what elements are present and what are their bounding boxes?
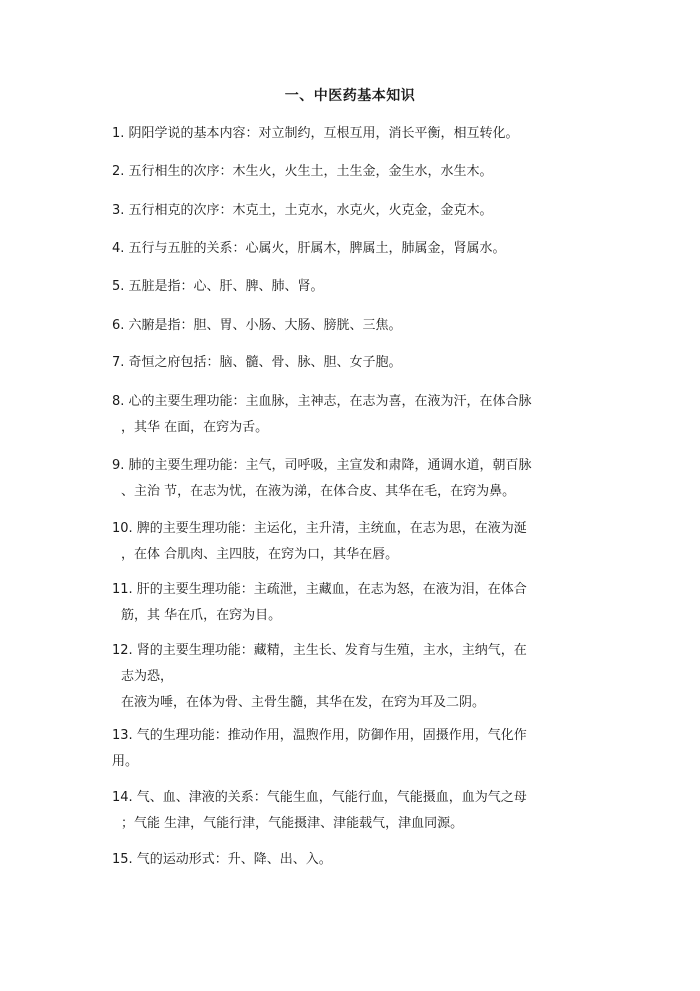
item-line: 14. 气、血、津液的关系：气能生血，气能行血，气能摄血，血为气之母 <box>112 790 527 805</box>
item-line-continued: 、主治 节，在志为忧，在液为涕，在体合皮、其华在毛，在窍为鼻。 <box>121 484 516 499</box>
list-item-11 <box>112 577 582 629</box>
item-line: 5. 五脏是指：心、肝、脾、肺、肾。 <box>112 279 324 294</box>
list-item-3 <box>112 198 582 224</box>
list-item-13 <box>112 723 582 775</box>
list-item-6 <box>112 313 582 339</box>
item-line-continued: ，在体 合肌肉、主四肢，在窍为口，其华在唇。 <box>121 547 399 562</box>
item-line: 9. 肺的主要生理功能：主气，司呼吸，主宣发和肃降，通调水道，朝百脉 <box>112 458 532 473</box>
list-item-9 <box>112 453 582 505</box>
list-item-10 <box>112 516 582 568</box>
list-item-15 <box>112 847 582 873</box>
list-item-8 <box>112 389 582 441</box>
item-line: 6. 六腑是指：胆、胃、小肠、大肠、膀胱、三焦。 <box>112 318 402 333</box>
item-line: 2. 五行相生的次序：木生火，火生土，土生金，金生水，水生木。 <box>112 164 493 179</box>
list-item-1 <box>112 121 582 147</box>
item-line: 4. 五行与五脏的关系：心属火，肝属木，脾属土，肺属金，肾属水。 <box>112 241 506 256</box>
item-line: 15. 气的运动形式：升、降、出、入。 <box>112 852 332 867</box>
list-item-4 <box>112 236 582 262</box>
item-line: 8. 心的主要生理功能：主血脉，主神志，在志为喜，在液为汗，在体合脉 <box>112 394 532 409</box>
item-line: 11. 肝的主要生理功能：主疏泄，主藏血，在志为怒，在液为泪，在体合 <box>112 582 527 597</box>
list-item-5 <box>112 274 582 300</box>
item-line: 1. 阴阳学说的基本内容：对立制约，互根互用，消长平衡，相互转化。 <box>112 126 519 141</box>
list-item-12 <box>112 638 582 716</box>
document-title: 一、中医药基本知识 <box>284 88 416 104</box>
item-line-continued: 用。 <box>112 754 139 769</box>
item-line-continued: 在液为唾，在体为骨、主骨生髓，其华在发，在窍为耳及二阴。 <box>121 695 486 710</box>
item-line-continued: ，其华 在面，在窍为舌。 <box>121 420 269 435</box>
item-line-continued: ；气能 生津，气能行津，气能摄津、津能载气，津血同源。 <box>121 816 464 831</box>
item-line: 10. 脾的主要生理功能：主运化，主升清，主统血，在志为思，在液为涎 <box>112 521 527 536</box>
item-line: 3. 五行相克的次序：木克土，土克水，水克火，火克金，金克木。 <box>112 203 493 218</box>
item-line: 13. 气的生理功能：推动作用，温煦作用，防御作用，固摄作用，气化作 <box>112 728 527 743</box>
list-item-14 <box>112 785 582 837</box>
list-item-2 <box>112 159 582 185</box>
item-line: 12. 肾的主要生理功能：藏精，主生长、发育与生殖，主水，主纳气，在 <box>112 643 527 658</box>
item-line: 7. 奇恒之府包括：脑、髓、骨、脉、胆、女子胞。 <box>112 355 402 370</box>
item-line-continued: 志为恐， <box>121 669 174 684</box>
list-item-7 <box>112 350 582 376</box>
item-line-continued: 筋，其 华在爪，在窍为目。 <box>121 608 282 623</box>
